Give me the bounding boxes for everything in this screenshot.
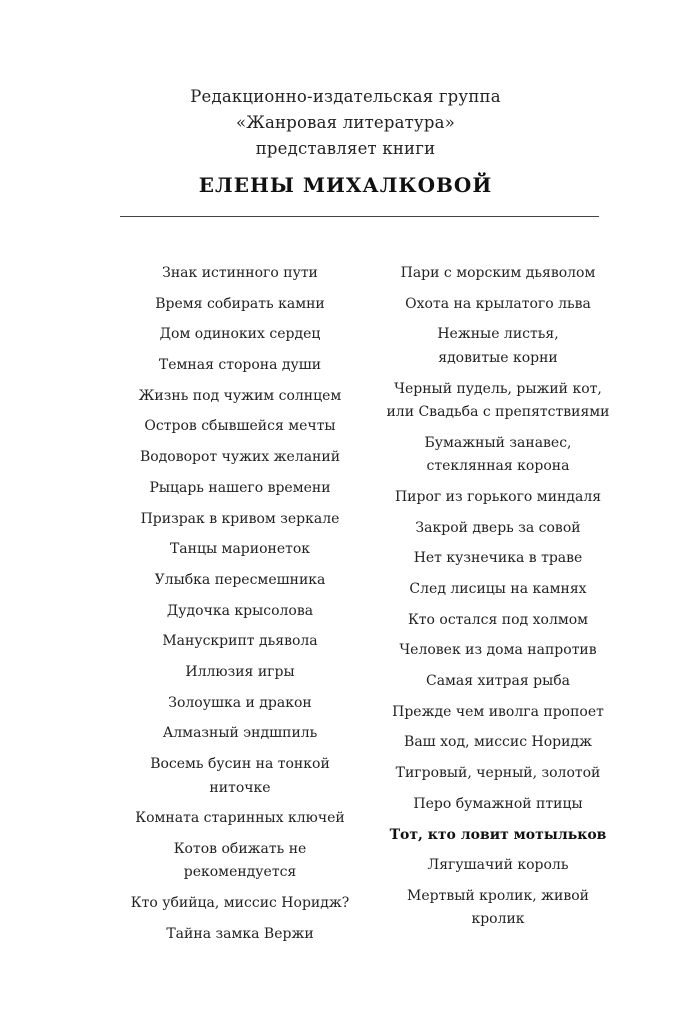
book-title: Нежные листья, ядовитые корни [437,326,559,366]
publisher-line: Редакционно-издательская группа [190,87,501,106]
book-title: Призрак в кривом зеркале [140,510,340,527]
author-name: ЕЛЕНЫ МИХАЛКОВОЙ [198,173,493,197]
book-title: Мертвый кролик, живой кролик [407,887,589,928]
book-title: Кто остался под холмом [407,611,589,628]
book-title: Охота на крылатого льва [405,295,591,312]
book-title: Танцы марионеток [169,541,311,558]
separator-line [120,216,599,217]
book-title: Ваш ход, миссис Норидж [404,734,592,751]
book-title: Восемь бусин на тонкой ниточке [150,756,330,796]
book-title: Дом одиноких сердец [159,326,321,343]
book-title: Пари с морским дьяволом [400,265,596,281]
book-title: Улыбка пересмешника [154,571,326,588]
book-title: Рыцарь нашего времени [149,479,331,496]
book-title: Комната старинных ключей [135,810,345,827]
publisher-imprint: «Жанровая литература» [235,113,456,132]
book-title: След лисицы на камнях [409,581,587,597]
book-title: Темная сторона души [158,357,322,374]
book-title: Дудочка крысолова [166,602,314,619]
book-list-right [370,262,626,939]
book-title: Пирог из горького миндаля [394,488,602,505]
book-title: Золоушка и дракон [168,694,312,711]
book-title: Кто убийца, миссис Норидж? [130,895,350,912]
book-title: Остров сбывшейся мечты [144,418,336,435]
book-title: Лягушачий король [427,857,569,874]
book-title: Котов обижать не рекомендуется [173,840,307,881]
book-title: Закрой дверь за совой [415,519,581,536]
book-title: Знак истинного пути [162,265,318,281]
book-title: Черный пудель, рыжий кот, или Свадьба с препятствиями [386,380,610,421]
book-title: Водоворот чужих желаний [139,449,341,466]
book-list-left [112,262,368,953]
book-title: Тигровый, черный, золотой [395,765,601,782]
page-header [0,84,691,198]
book-title: Перо бумажной птицы [413,795,583,812]
presents-line: представляет книги [255,139,436,158]
book-title: Иллюзия игры [185,663,295,680]
book-title: Прежде чем иволга пропоет [392,703,604,720]
book-title: Тайна замка Вержи [166,925,314,942]
book-title: Алмазный эндшпиль [162,725,318,742]
book-title: Нет кузнечика в траве [413,550,583,567]
book-title: Самая хитрая рыба [425,673,571,690]
book-title: Жизнь под чужим солнцем [138,387,342,404]
book-title-highlighted: Тот, кто ловит мотыльков [389,826,607,843]
book-title: Манускрипт дьявола [162,633,318,650]
book-title: Время собирать камни [155,295,325,312]
book-title: Человек из дома напротив [399,642,597,659]
book-title: Бумажный занавес, стеклянная корона [424,434,572,475]
